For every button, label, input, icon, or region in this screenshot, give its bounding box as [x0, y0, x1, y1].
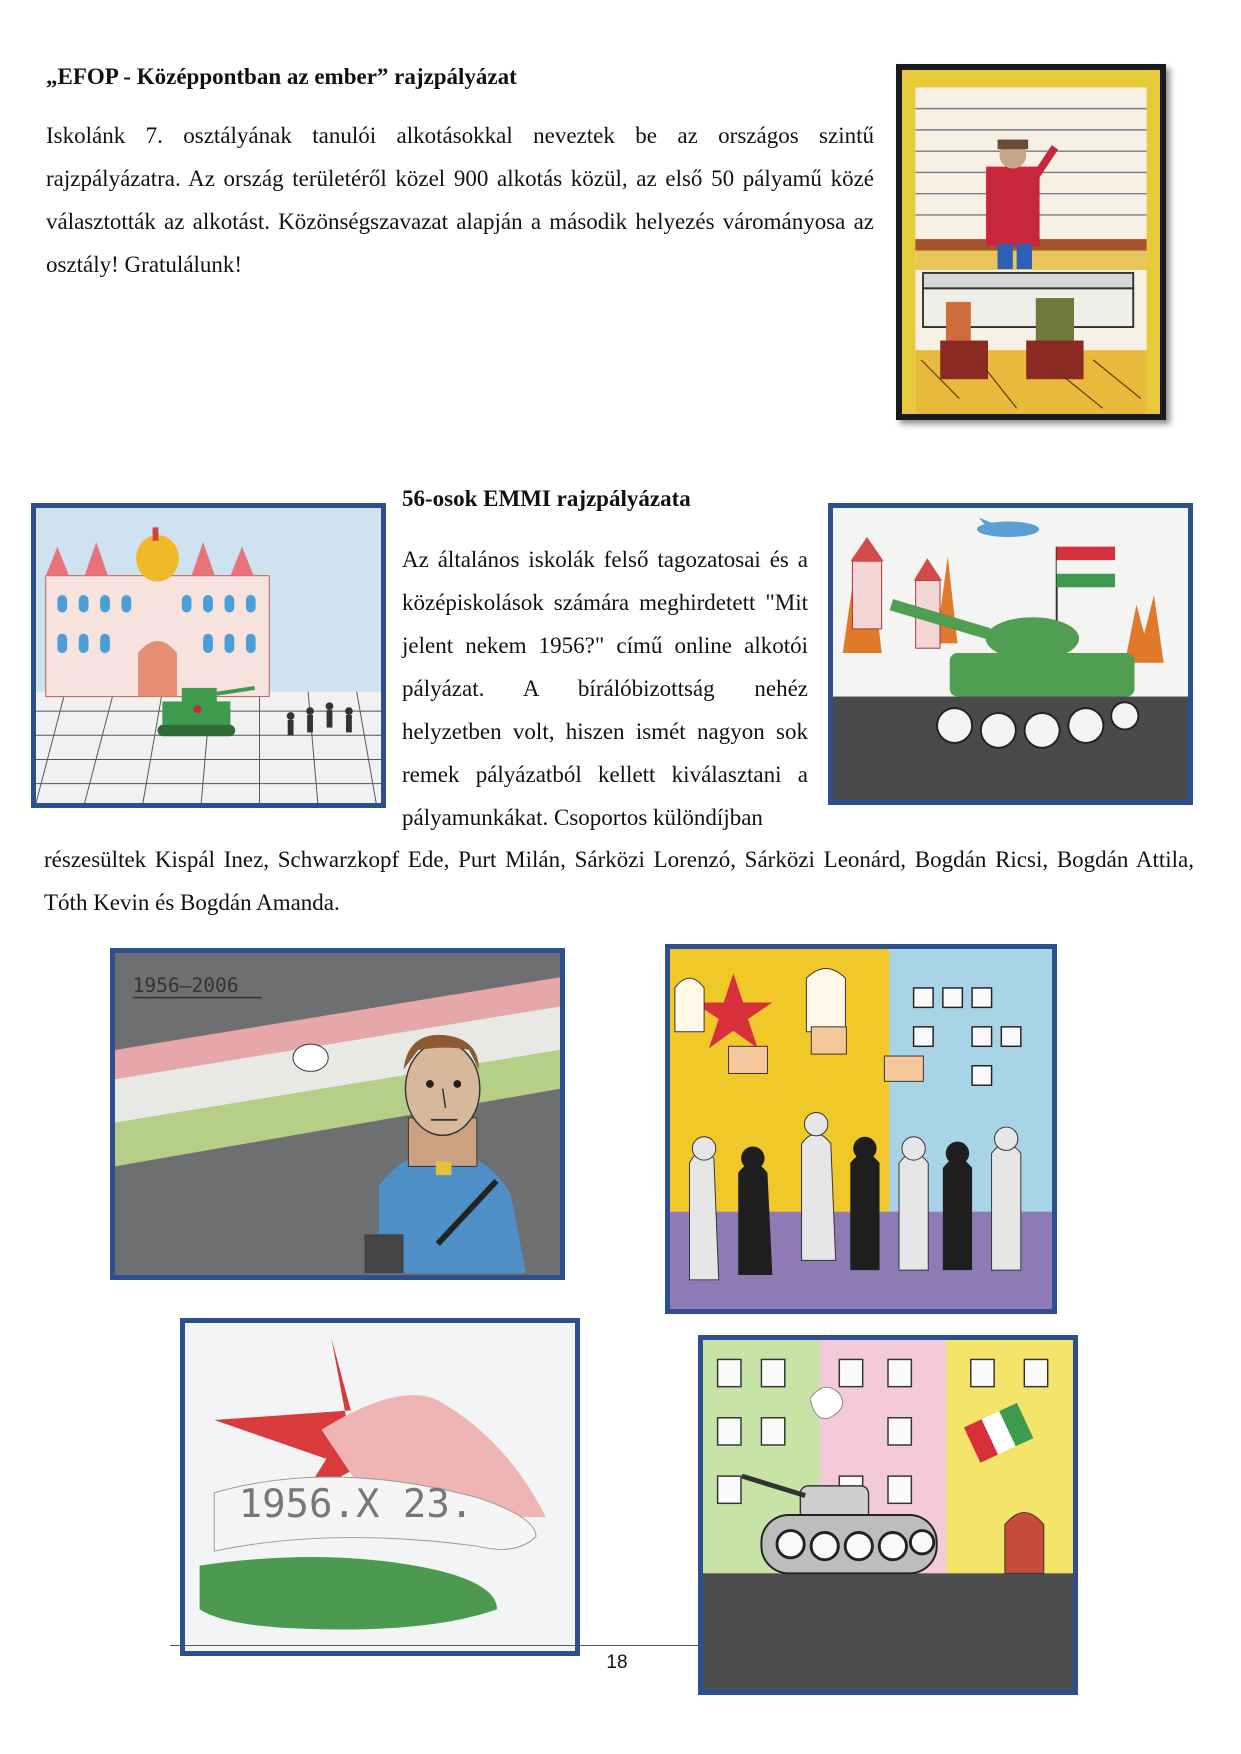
flag-star-caption: 1956.X 23. [238, 1482, 474, 1528]
street-tank-drawing [698, 1335, 1078, 1695]
section1-title: „EFOP - Középpontban az ember” rajzpályázat [46, 64, 517, 89]
section2-body-full: részesültek Kispál Inez, Schwarzkopf Ede, Purt Milán, Sárközi Lorenzó, Sárközi Leonárd, Bogdán Ricsi, Bogdán Attila, Tóth Kevin és Bogdán Amanda. [44, 847, 1194, 915]
footer-rule [170, 1645, 698, 1646]
parliament-tank-drawing [31, 503, 386, 808]
section1-body: Iskolánk 7. osztályának tanulói alkotásokkal neveztek be az országos szintű rajzpályázatra. Az ország területéről közel 900 alkotás közül, az első 50 pályamű közé választották az alkotást. Közönségszavazat alapján a második helyezés várományosa az osztály! Gratulálunk! [46, 123, 874, 277]
section2-title: 56-osok EMMI rajzpályázata [402, 486, 691, 511]
tank-flag-drawing [828, 503, 1193, 805]
soldier-drawing [110, 948, 565, 1280]
section2-body-wrapped: Az általános iskolák felső tagozatosai és a középiskolások számára meghirdetett "Mit jelent nekem 1956?" című online alkotói pályázat. A bírálóbizottság nehéz helyzetben volt, hiszen ismét nagyon sok remek pályázatból kellett kiválasztani a pályamunkákat. Csoportos különdíjban [402, 547, 808, 830]
page-number: 18 [606, 1652, 628, 1673]
classroom-drawing [896, 64, 1166, 420]
protest-crowd-drawing [665, 944, 1057, 1314]
soldier-caption: 1956–2006 [132, 973, 239, 997]
flag-star-drawing [180, 1318, 580, 1656]
